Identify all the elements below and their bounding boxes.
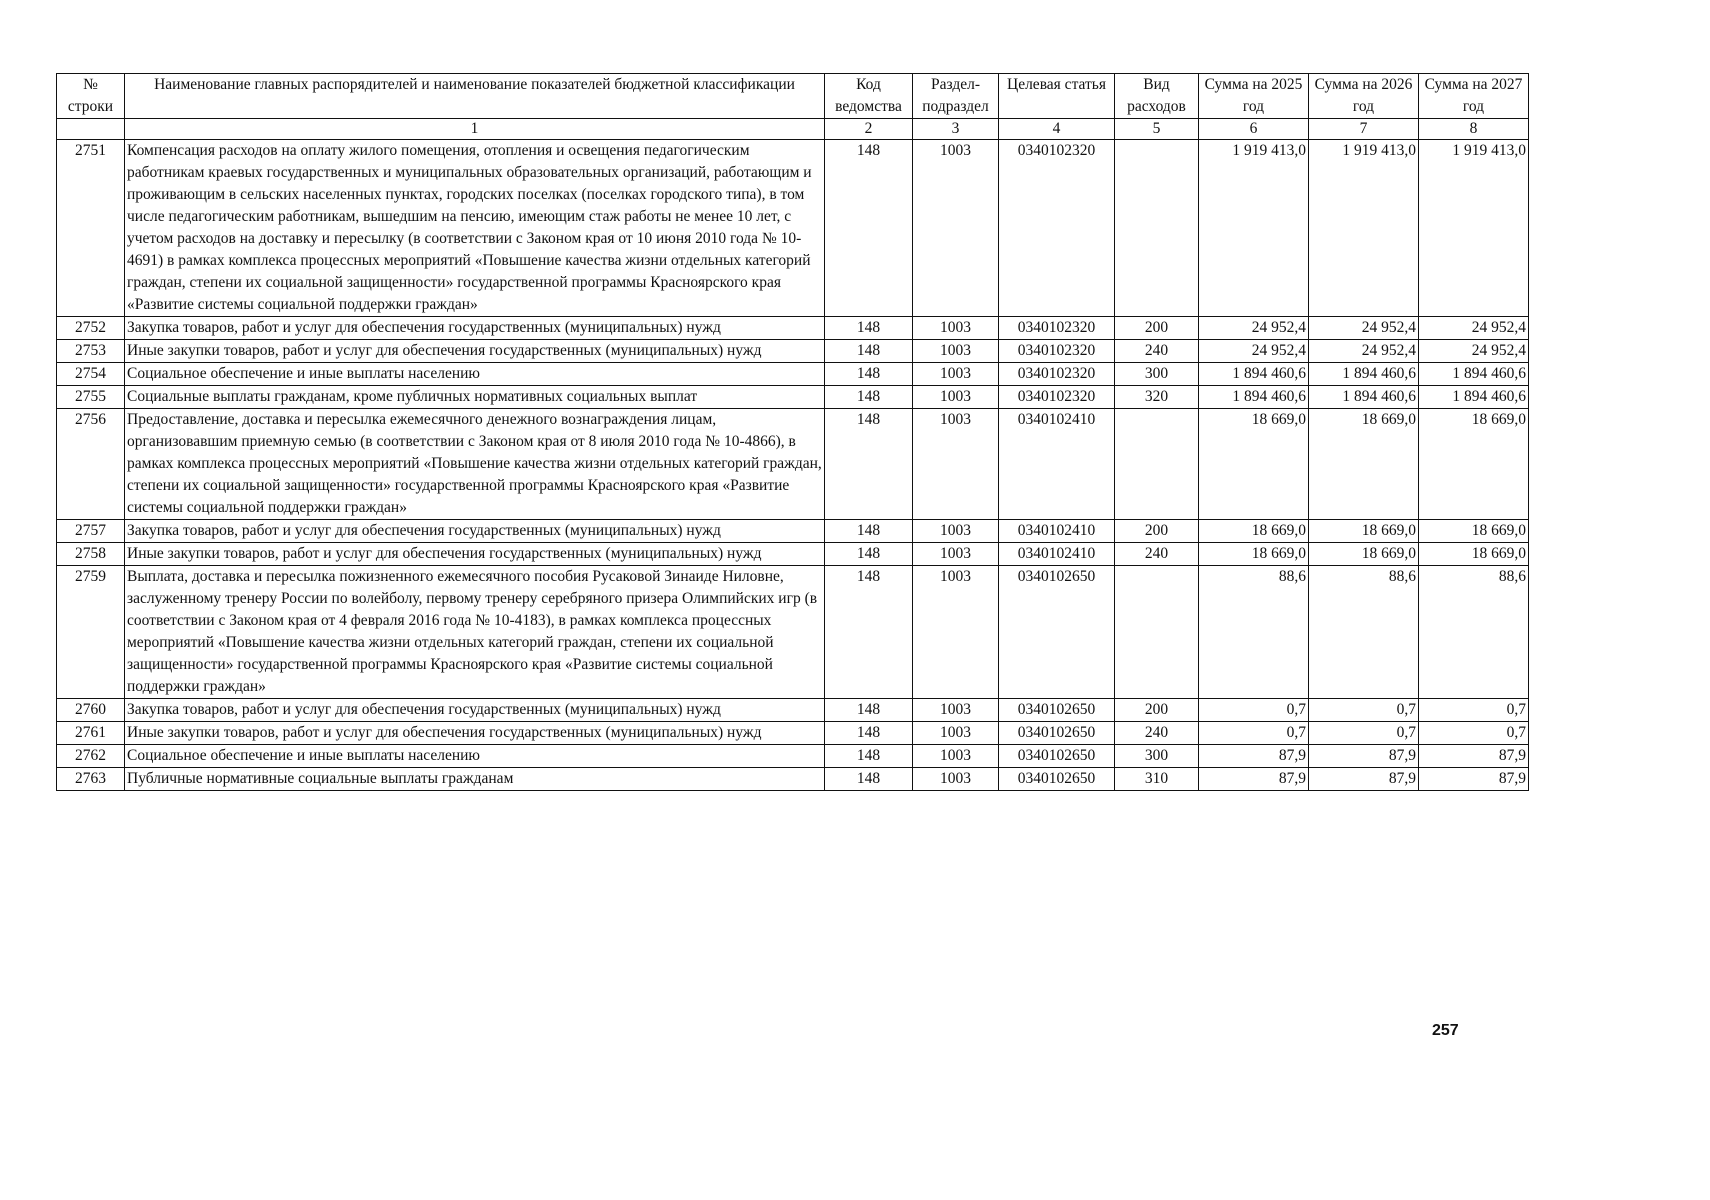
- row-name-cell: Социальное обеспечение и иные выплаты населению: [125, 363, 825, 386]
- row-name-cell: Предоставление, доставка и пересылка ежемесячного денежного вознаграждения лицам, организовавшим приемную семью (в соответствии с Законом края от 8 июля 2010 года № 10-4866), в рамках комплекса процессных мероприятий «Повышение качества жизни отдельных категорий граждан, степени их социальной защищенности» государственной программы Красноярского края «Развитие системы социальной поддержки граждан»: [125, 409, 825, 520]
- department-code-cell: 148: [825, 520, 913, 543]
- sum-2025-cell: 1 894 460,6: [1199, 363, 1309, 386]
- sum-2025-cell: 24 952,4: [1199, 340, 1309, 363]
- table-row: [57, 140, 1529, 317]
- department-code-cell: 148: [825, 543, 913, 566]
- table-body: [57, 140, 1529, 791]
- expense-type-cell: 200: [1115, 317, 1199, 340]
- department-code-cell: 148: [825, 386, 913, 409]
- sum-2027-cell: 18 669,0: [1419, 543, 1529, 566]
- sum-2027-cell: 1 894 460,6: [1419, 386, 1529, 409]
- section-cell: 1003: [913, 722, 999, 745]
- row-name-cell: Иные закупки товаров, работ и услуг для обеспечения государственных (муниципальных) нужд: [125, 543, 825, 566]
- section-cell: 1003: [913, 566, 999, 699]
- table-row: [57, 386, 1529, 409]
- sum-2027-cell: 0,7: [1419, 699, 1529, 722]
- row-number-cell: 2753: [57, 340, 125, 363]
- section-cell: 1003: [913, 363, 999, 386]
- sum-2026-cell: 18 669,0: [1309, 409, 1419, 520]
- column-number: 7: [1309, 119, 1419, 140]
- sum-2025-cell: 18 669,0: [1199, 409, 1309, 520]
- row-number-cell: 2758: [57, 543, 125, 566]
- budget-table: [56, 73, 1529, 791]
- department-code-cell: 148: [825, 409, 913, 520]
- row-name-cell: Иные закупки товаров, работ и услуг для обеспечения государственных (муниципальных) нужд: [125, 340, 825, 363]
- target-article-cell: 0340102410: [999, 543, 1115, 566]
- row-name-cell: Выплата, доставка и пересылка пожизненного ежемесячного пособия Русаковой Зинаиде Ниловне, заслуженному тренеру России по волейболу, первому тренеру серебряного призера Олимпийских игр (в соответствии с Законом края от 4 февраля 2016 года № 10-4183), в рамках комплекса процессных мероприятий «Повышение качества жизни отдельных категорий граждан, степени их социальной защищенности» государственной программы Красноярского края «Развитие системы социальной поддержки граждан»: [125, 566, 825, 699]
- sum-2027-cell: 1 894 460,6: [1419, 363, 1529, 386]
- sum-2025-cell: 18 669,0: [1199, 543, 1309, 566]
- sum-2026-cell: 24 952,4: [1309, 317, 1419, 340]
- sum-2026-cell: 87,9: [1309, 745, 1419, 768]
- sum-2025-cell: 24 952,4: [1199, 317, 1309, 340]
- row-number-cell: 2756: [57, 409, 125, 520]
- department-code-cell: 148: [825, 745, 913, 768]
- sum-2025-cell: 0,7: [1199, 699, 1309, 722]
- expense-type-cell: 240: [1115, 340, 1199, 363]
- expense-type-cell: [1115, 409, 1199, 520]
- column-number: 4: [999, 119, 1115, 140]
- expense-type-cell: 200: [1115, 699, 1199, 722]
- row-name-cell: Иные закупки товаров, работ и услуг для обеспечения государственных (муниципальных) нужд: [125, 722, 825, 745]
- row-name-cell: Закупка товаров, работ и услуг для обеспечения государственных (муниципальных) нужд: [125, 520, 825, 543]
- section-cell: 1003: [913, 699, 999, 722]
- column-number: 3: [913, 119, 999, 140]
- target-article-cell: 0340102320: [999, 386, 1115, 409]
- expense-type-cell: [1115, 566, 1199, 699]
- table-row: [57, 409, 1529, 520]
- sum-2026-cell: 0,7: [1309, 722, 1419, 745]
- row-number-cell: 2762: [57, 745, 125, 768]
- header-sum-2027: Сумма на 2027 год: [1419, 74, 1529, 119]
- sum-2027-cell: 88,6: [1419, 566, 1529, 699]
- table-row: [57, 543, 1529, 566]
- department-code-cell: 148: [825, 140, 913, 317]
- target-article-cell: 0340102410: [999, 520, 1115, 543]
- row-number-cell: 2761: [57, 722, 125, 745]
- table-row: [57, 340, 1529, 363]
- header-row-number: № строки: [57, 74, 125, 119]
- row-number-cell: 2757: [57, 520, 125, 543]
- expense-type-cell: 320: [1115, 386, 1199, 409]
- target-article-cell: 0340102650: [999, 768, 1115, 791]
- sum-2026-cell: 1 894 460,6: [1309, 363, 1419, 386]
- row-number-cell: 2759: [57, 566, 125, 699]
- row-name-cell: Закупка товаров, работ и услуг для обеспечения государственных (муниципальных) нужд: [125, 699, 825, 722]
- section-cell: 1003: [913, 543, 999, 566]
- department-code-cell: 148: [825, 363, 913, 386]
- table-row: [57, 317, 1529, 340]
- sum-2027-cell: 18 669,0: [1419, 409, 1529, 520]
- row-name-cell: Социальное обеспечение и иные выплаты населению: [125, 745, 825, 768]
- sum-2026-cell: 0,7: [1309, 699, 1419, 722]
- expense-type-cell: 300: [1115, 363, 1199, 386]
- column-numbering-row: [57, 119, 1529, 140]
- sum-2025-cell: 88,6: [1199, 566, 1309, 699]
- sum-2027-cell: 0,7: [1419, 722, 1529, 745]
- header-sum-2026: Сумма на 2026 год: [1309, 74, 1419, 119]
- target-article-cell: 0340102650: [999, 566, 1115, 699]
- header-department-code: Код ведомства: [825, 74, 913, 119]
- sum-2027-cell: 87,9: [1419, 745, 1529, 768]
- section-cell: 1003: [913, 317, 999, 340]
- row-name-cell: Публичные нормативные социальные выплаты гражданам: [125, 768, 825, 791]
- table-row: [57, 768, 1529, 791]
- department-code-cell: 148: [825, 722, 913, 745]
- expense-type-cell: 240: [1115, 543, 1199, 566]
- target-article-cell: 0340102650: [999, 722, 1115, 745]
- sum-2026-cell: 24 952,4: [1309, 340, 1419, 363]
- target-article-cell: 0340102320: [999, 363, 1115, 386]
- header-row: [57, 74, 1529, 119]
- department-code-cell: 148: [825, 699, 913, 722]
- sum-2026-cell: 18 669,0: [1309, 520, 1419, 543]
- sum-2026-cell: 18 669,0: [1309, 543, 1419, 566]
- table-row: [57, 699, 1529, 722]
- section-cell: 1003: [913, 386, 999, 409]
- section-cell: 1003: [913, 745, 999, 768]
- row-number-cell: 2763: [57, 768, 125, 791]
- department-code-cell: 148: [825, 768, 913, 791]
- target-article-cell: 0340102650: [999, 699, 1115, 722]
- table-row: [57, 745, 1529, 768]
- department-code-cell: 148: [825, 340, 913, 363]
- sum-2025-cell: 87,9: [1199, 745, 1309, 768]
- sum-2026-cell: 1 894 460,6: [1309, 386, 1419, 409]
- table-row: [57, 520, 1529, 543]
- target-article-cell: 0340102320: [999, 340, 1115, 363]
- row-number-cell: 2754: [57, 363, 125, 386]
- sum-2025-cell: 1 894 460,6: [1199, 386, 1309, 409]
- sum-2026-cell: 1 919 413,0: [1309, 140, 1419, 317]
- row-number-cell: 2751: [57, 140, 125, 317]
- row-number-cell: 2755: [57, 386, 125, 409]
- header-expense-type: Вид расходов: [1115, 74, 1199, 119]
- section-cell: 1003: [913, 140, 999, 317]
- expense-type-cell: 310: [1115, 768, 1199, 791]
- section-cell: 1003: [913, 409, 999, 520]
- section-cell: 1003: [913, 520, 999, 543]
- row-name-cell: Социальные выплаты гражданам, кроме публичных нормативных социальных выплат: [125, 386, 825, 409]
- target-article-cell: 0340102320: [999, 140, 1115, 317]
- section-cell: 1003: [913, 340, 999, 363]
- header-name: Наименование главных распорядителей и наименование показателей бюджетной классификации: [125, 74, 825, 119]
- target-article-cell: 0340102650: [999, 745, 1115, 768]
- table-row: [57, 566, 1529, 699]
- column-number: 6: [1199, 119, 1309, 140]
- numbering-empty-cell: [57, 119, 125, 140]
- sum-2025-cell: 18 669,0: [1199, 520, 1309, 543]
- row-name-cell: Компенсация расходов на оплату жилого помещения, отопления и освещения педагогическим работникам краевых государственных и муниципальных образовательных организаций, работающим и проживающим в сельских населенных пунктах, городских поселках (поселках городского типа), в том числе педагогическим работникам, вышедшим на пенсию, имеющим стаж работы не менее 10 лет, с учетом расходов на доставку и пересылку (в соответствии с Законом края от 10 июня 2010 года № 10-4691) в рамках комплекса процессных мероприятий «Повышение качества жизни отдельных категорий граждан, степени их социальной защищенности» государственной программы Красноярского края «Развитие системы социальной поддержки граждан»: [125, 140, 825, 317]
- sum-2027-cell: 18 669,0: [1419, 520, 1529, 543]
- department-code-cell: 148: [825, 566, 913, 699]
- target-article-cell: 0340102410: [999, 409, 1115, 520]
- page-number: 257: [1432, 1022, 1459, 1039]
- target-article-cell: 0340102320: [999, 317, 1115, 340]
- sum-2027-cell: 24 952,4: [1419, 340, 1529, 363]
- header-target-article: Целевая статья: [999, 74, 1115, 119]
- expense-type-cell: [1115, 140, 1199, 317]
- column-number: 5: [1115, 119, 1199, 140]
- sum-2026-cell: 87,9: [1309, 768, 1419, 791]
- row-number-cell: 2752: [57, 317, 125, 340]
- department-code-cell: 148: [825, 317, 913, 340]
- sum-2027-cell: 87,9: [1419, 768, 1529, 791]
- sum-2027-cell: 1 919 413,0: [1419, 140, 1529, 317]
- expense-type-cell: 240: [1115, 722, 1199, 745]
- sum-2025-cell: 87,9: [1199, 768, 1309, 791]
- table-row: [57, 363, 1529, 386]
- sum-2026-cell: 88,6: [1309, 566, 1419, 699]
- column-number: 1: [125, 119, 825, 140]
- row-name-cell: Закупка товаров, работ и услуг для обеспечения государственных (муниципальных) нужд: [125, 317, 825, 340]
- table-row: [57, 722, 1529, 745]
- column-number: 2: [825, 119, 913, 140]
- sum-2025-cell: 1 919 413,0: [1199, 140, 1309, 317]
- expense-type-cell: 300: [1115, 745, 1199, 768]
- header-sum-2025: Сумма на 2025 год: [1199, 74, 1309, 119]
- sum-2027-cell: 24 952,4: [1419, 317, 1529, 340]
- section-cell: 1003: [913, 768, 999, 791]
- sum-2025-cell: 0,7: [1199, 722, 1309, 745]
- header-section: Раздел-подраздел: [913, 74, 999, 119]
- expense-type-cell: 200: [1115, 520, 1199, 543]
- row-number-cell: 2760: [57, 699, 125, 722]
- column-number: 8: [1419, 119, 1529, 140]
